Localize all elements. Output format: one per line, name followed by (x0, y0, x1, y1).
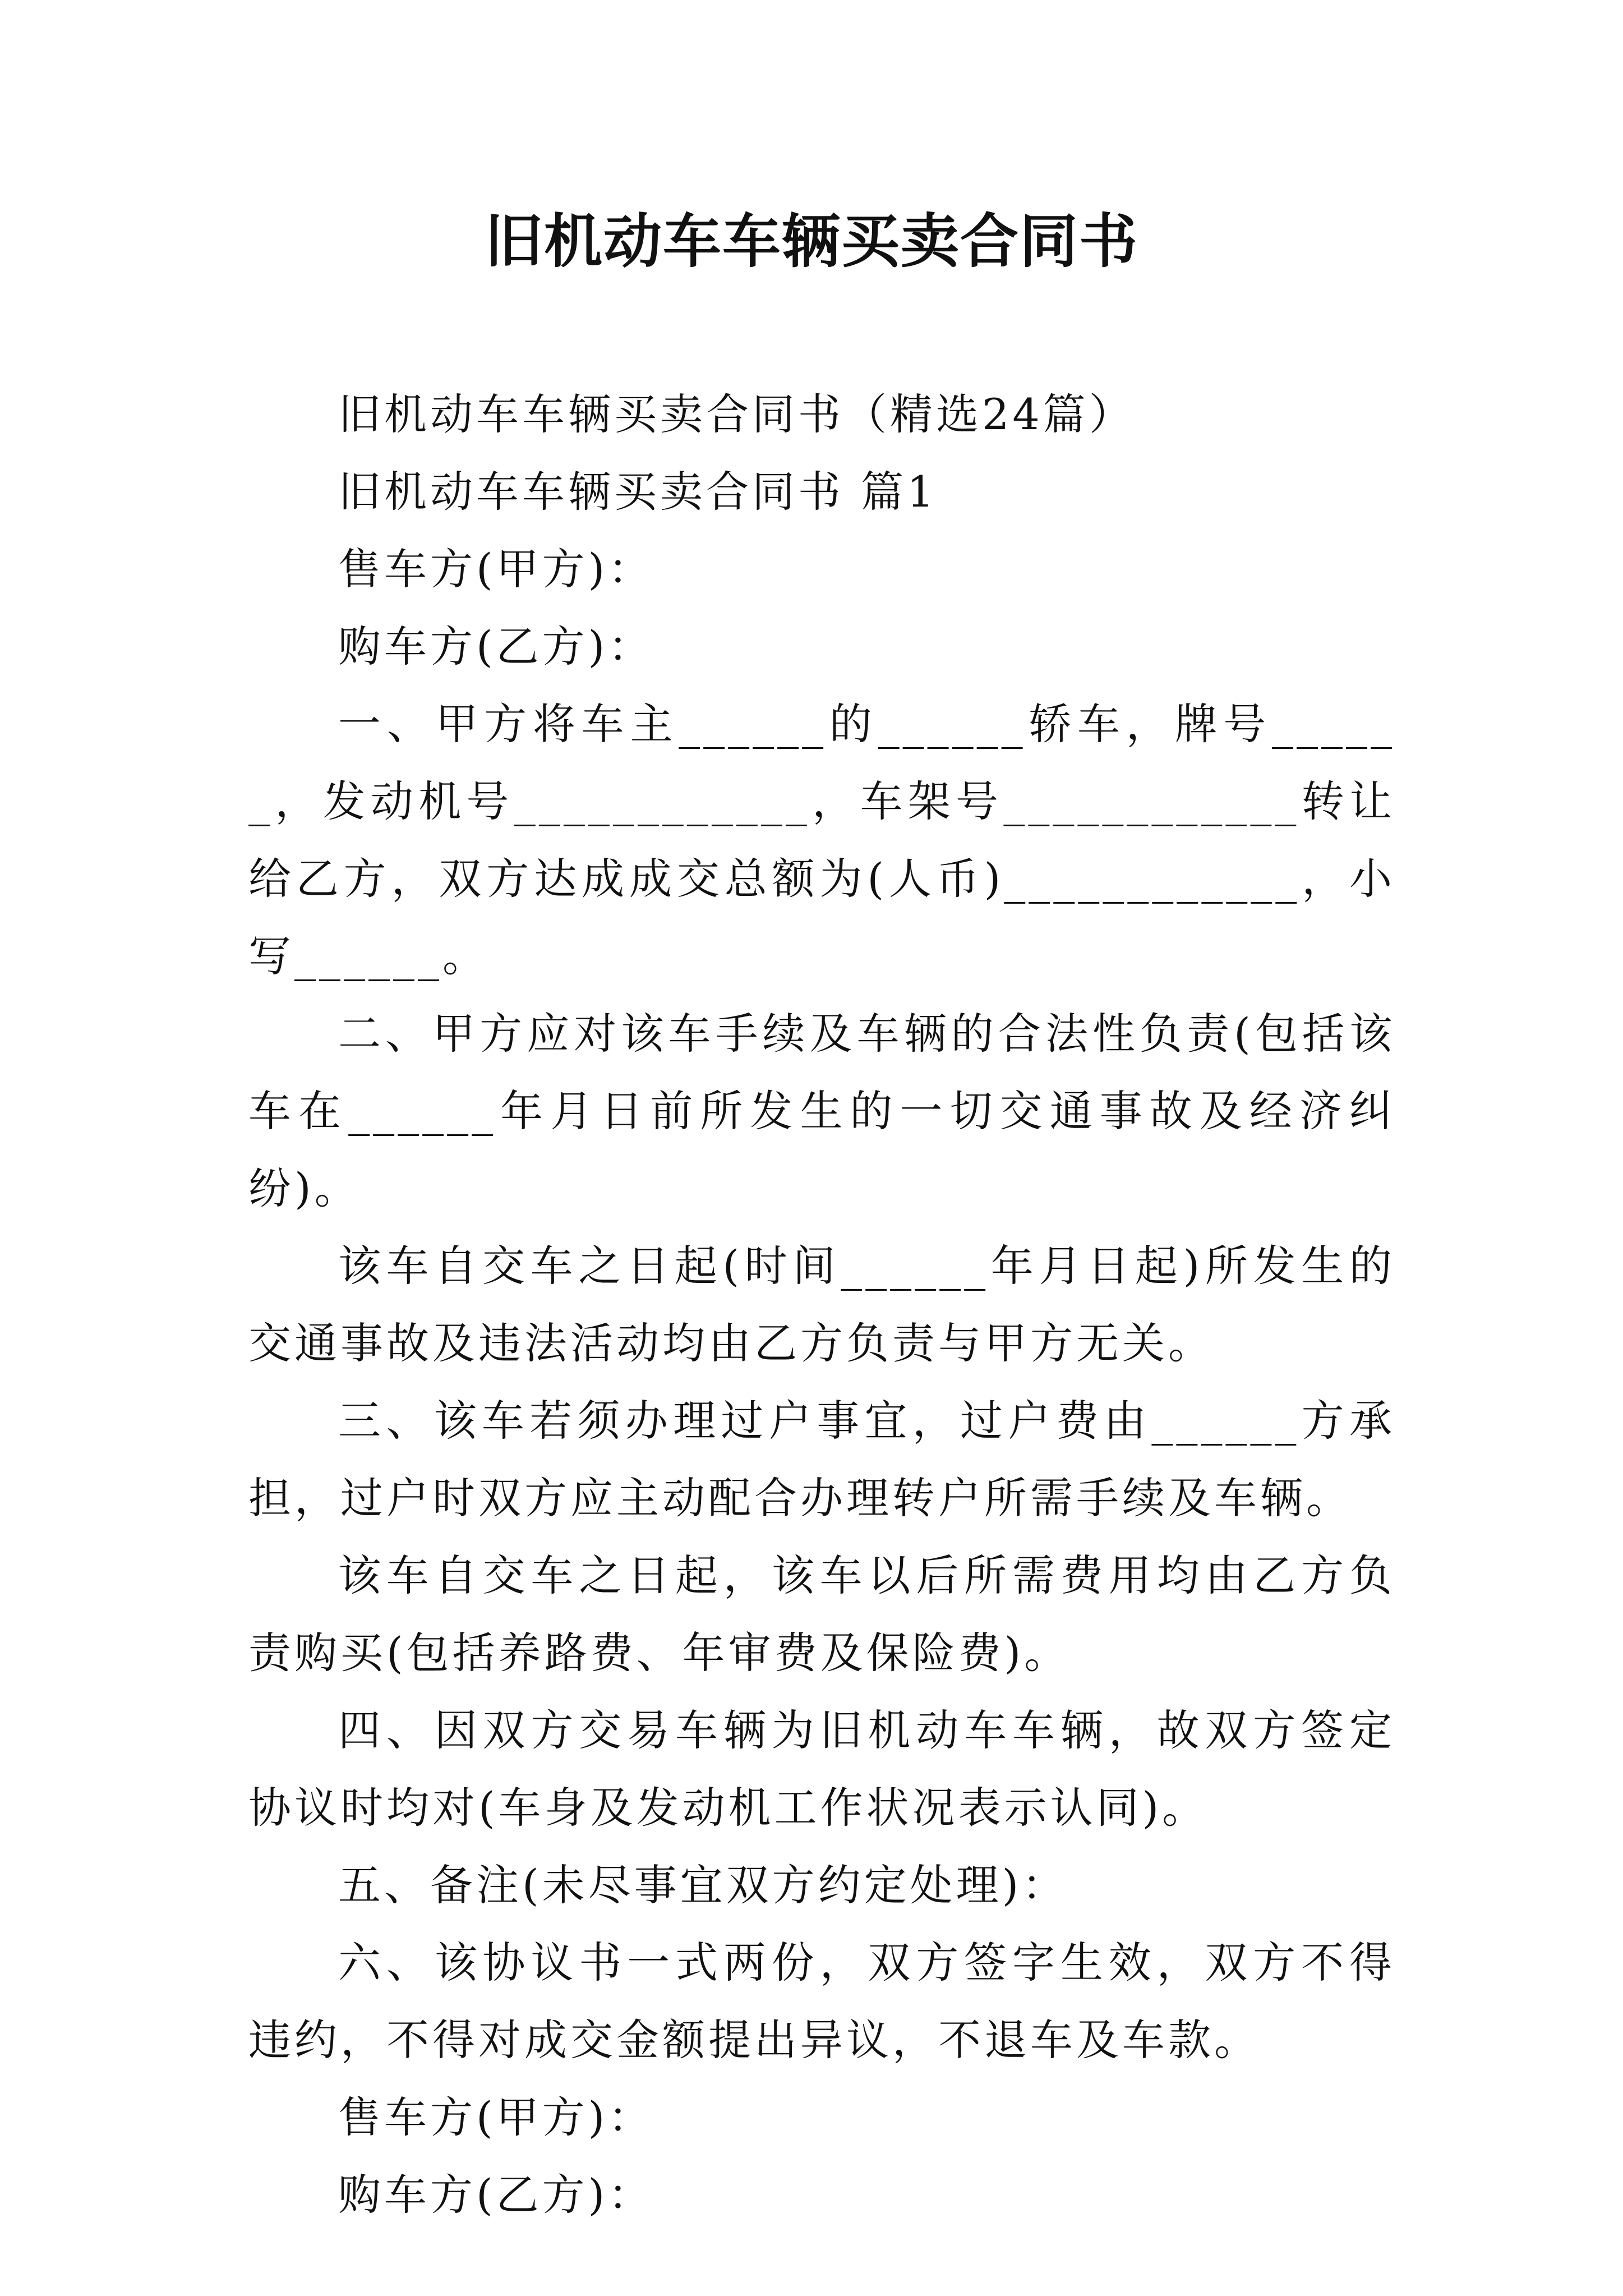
clause-6: 六、该协议书一式两份，双方签字生效，双方不得违约，不得对成交金额提出异议，不退车及车款。 (248, 1938, 1395, 2065)
buyer-signature-line: 购车方(乙方)： (338, 2170, 654, 2220)
section-heading: 旧机动车车辆买卖合同书 篇1 (338, 467, 938, 517)
document-title: 旧机动车车辆买卖合同书 (484, 206, 1138, 275)
clause-3-note: 该车自交车之日起，该车以后所需费用均由乙方负责购买(包括养路费、年审费及保险费)。 (248, 1550, 1395, 1678)
subtitle-collection: 旧机动车车辆买卖合同书（精选24篇） (338, 389, 1135, 439)
clause-1: 一、甲方将车主______的______轿车，牌号______，发动机号____________，车架号____________转让给乙方，双方达成成交总额为(人币)____________，小写______。 (248, 699, 1395, 981)
buyer-line: 购车方(乙方)： (338, 622, 654, 671)
seller-signature-line: 售车方(甲方)： (338, 2092, 654, 2142)
clause-2-note: 该车自交车之日起(时间______年月日起)所发生的交通事故及违法活动均由乙方负责与甲方无关。 (248, 1241, 1395, 1368)
clause-4: 四、因双方交易车辆为旧机动车车辆，故双方签定协议时均对(车身及发动机工作状况表示认同)。 (248, 1705, 1395, 1833)
clause-3: 三、该车若须办理过户事宜，过户费由______方承担，过户时双方应主动配合办理转户所需手续及车辆。 (248, 1396, 1395, 1523)
clause-5: 五、备注(未尽事宜双方约定处理)： (338, 1860, 1068, 1910)
seller-line: 售车方(甲方)： (338, 544, 654, 594)
document-body (248, 376, 1395, 2234)
clause-2: 二、甲方应对该车手续及车辆的合法性负责(包括该车在______年月日前所发生的一切交通事故及经济纠纷)。 (248, 1009, 1395, 1213)
